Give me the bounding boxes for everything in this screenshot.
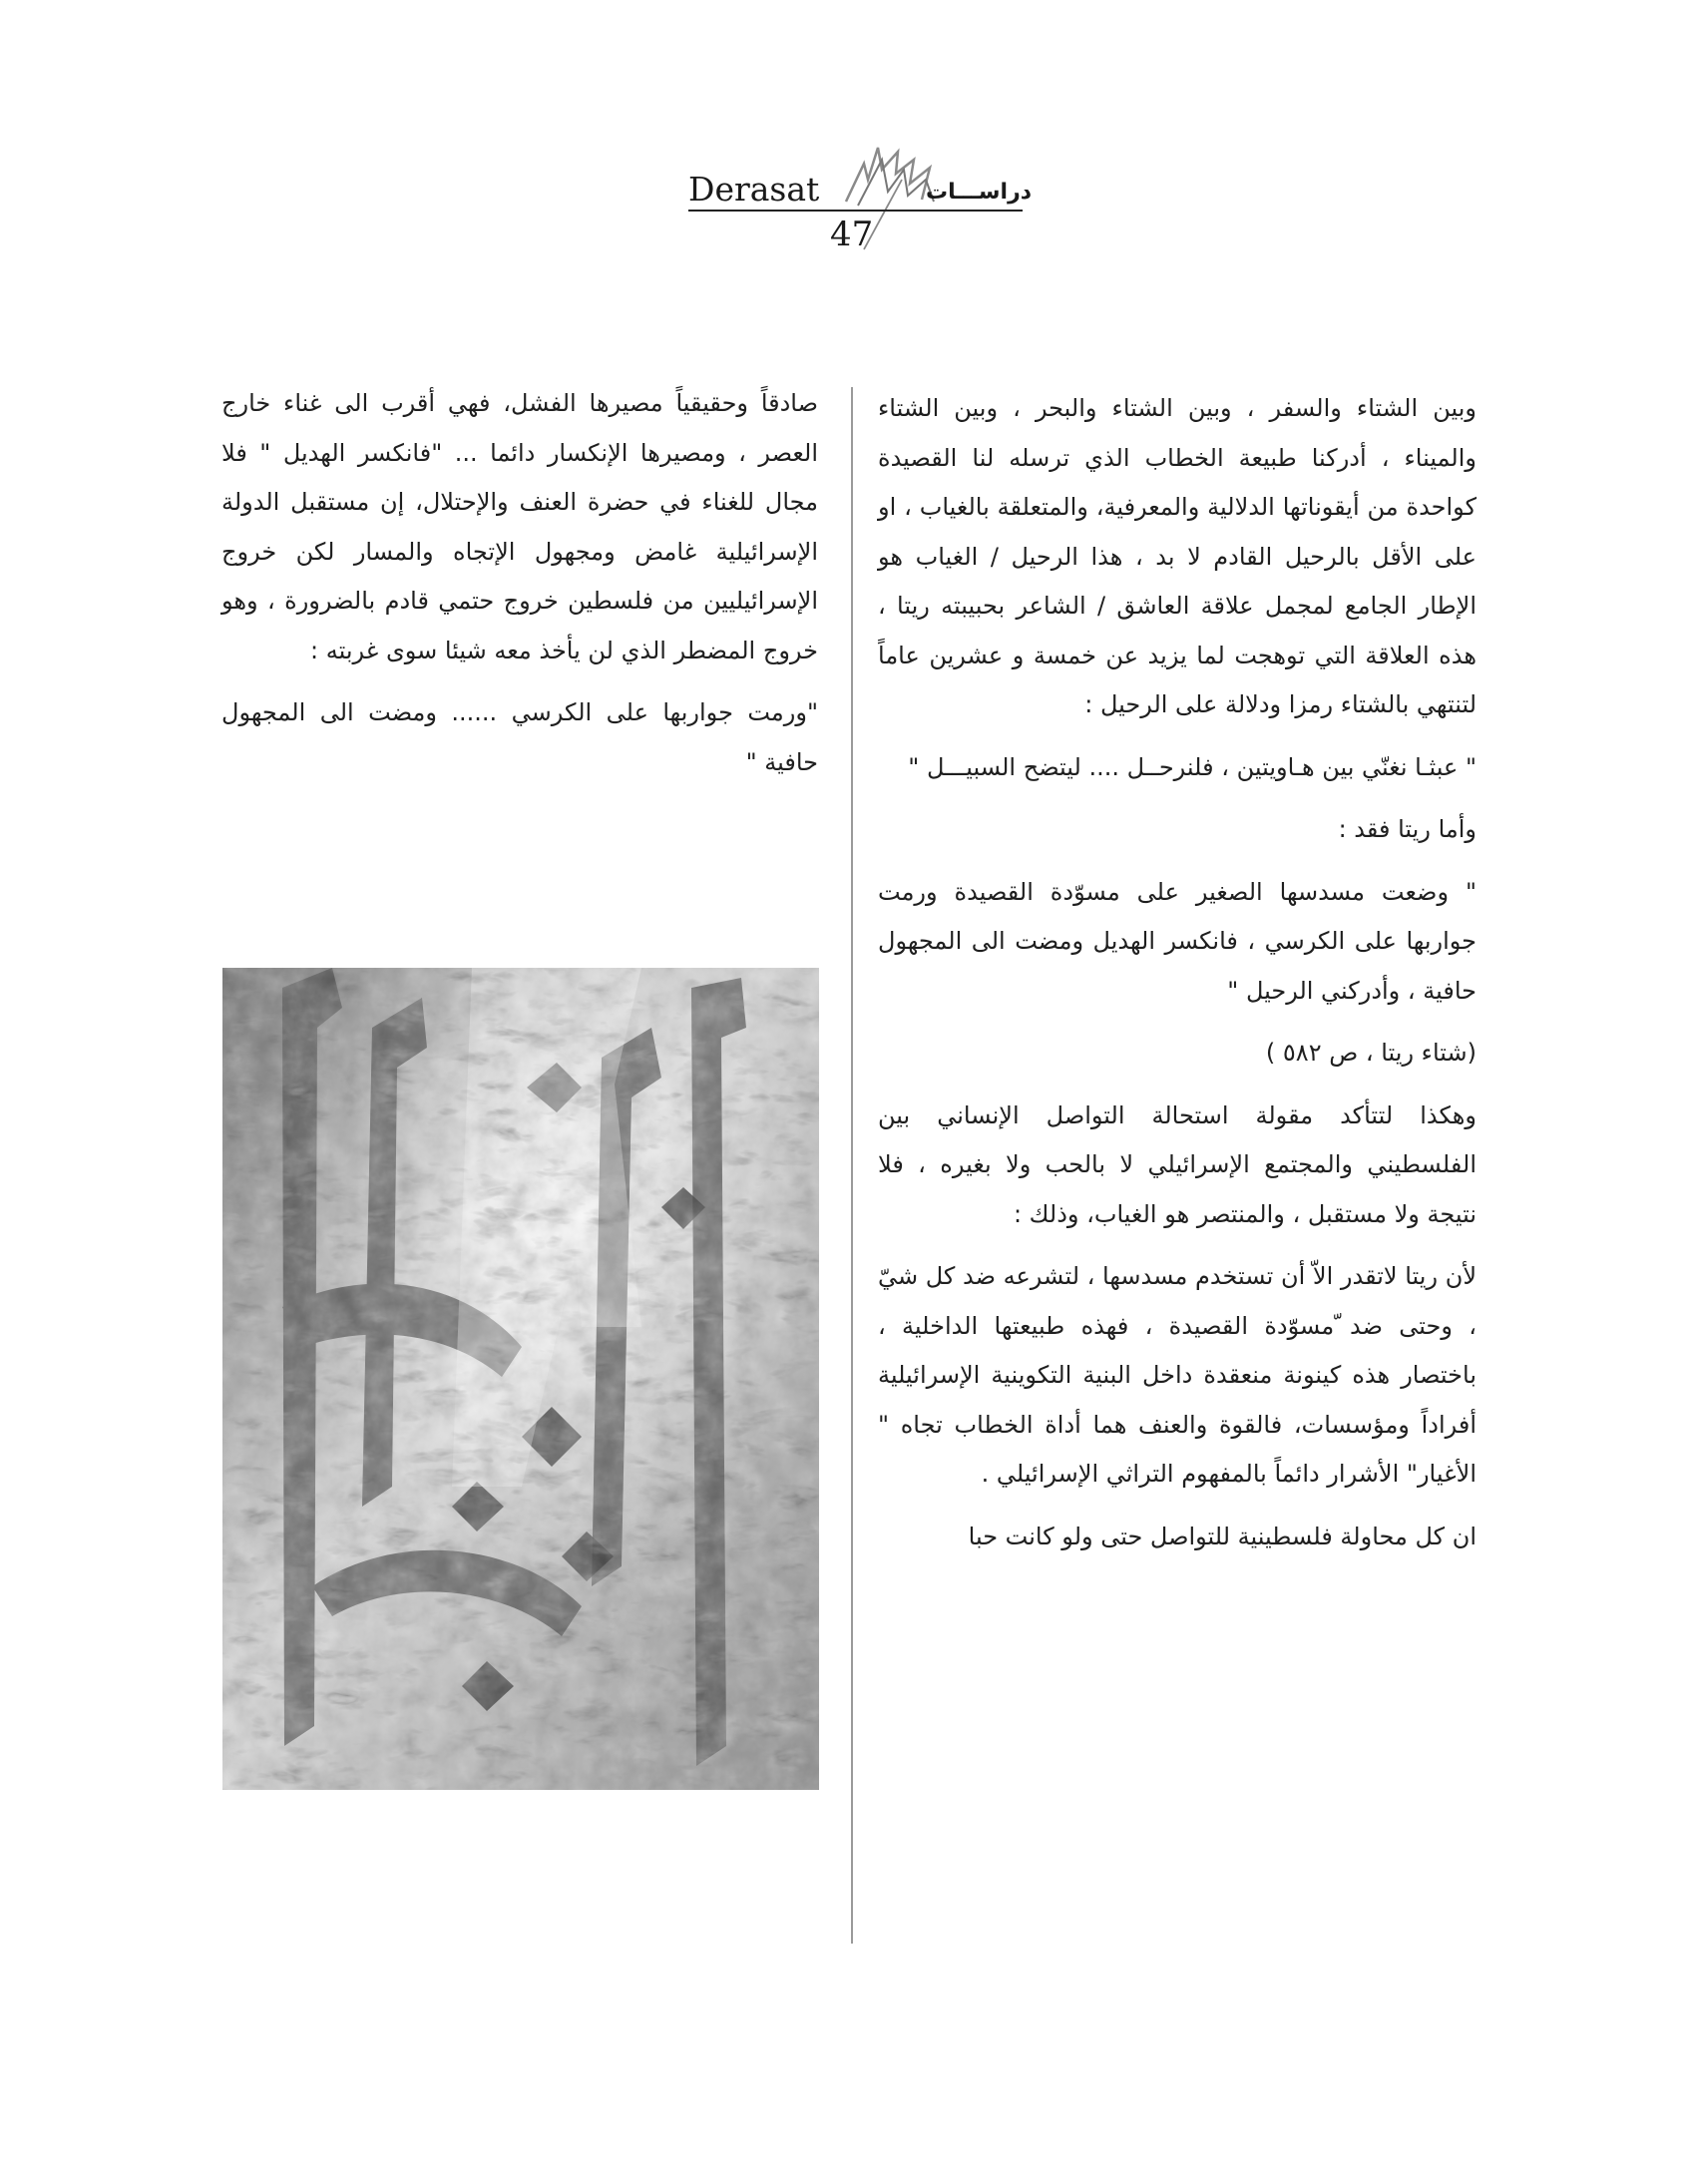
paragraph: صادقاً وحقيقياً مصيرها الفشل، فهي أقرب الى غناء خارج العصر ، ومصيرها الإنكسار دائما ... "فانكسر الهديل " فلا مجال للغناء في حضرة العنف والإحتلال، إن مستقبل الدولة الإسرائيلية غامض ومجهول الإتجاه والمسار لكن خروج الإسرائيليين من فلسطين خروج حتمي قادم بالضرورة ، وهو خروج المضطر الذي لن يأخذ معه شيئا سوى غربته : xyxy=(221,389,818,664)
artwork-image xyxy=(222,968,819,1790)
right-column xyxy=(878,384,1476,1561)
calligraphy-artwork xyxy=(222,968,819,1790)
paragraph: ان كل محاولة فلسطينية للتواصل حتى ولو كانت حبا xyxy=(968,1522,1476,1550)
page-number: 47 xyxy=(830,215,874,254)
quote: " وضعت مسدسها الصغير على مسوّدة القصيدة ورمت جواربها على الكرسي ، فانكسر الهديل ومضت الى المجهول حافية ، وأدركني الرحيل " xyxy=(878,877,1476,1005)
paragraph: وبين الشتاء والسفر ، وبين الشتاء والبحر ، وبين الشتاء والميناء ، أدركنا طبيعة الخطاب الذي ترسله لنا القصيدة كواحدة من أيقوناتها الدلالية والمعرفية، والمتعلقة بالغياب ، او على الأقل بالرحيل القادم لا بد ، هذا الرحيل / الغياب هو الإطار الجامع لمجمل علاقة العاشق / الشاعر بحبيبته ريتا ، هذه العلاقة التي توهجت لما يزيد عن خمسة و عشرين عاماً لتنتهي بالشتاء رمزا ودلالة على الرحيل : xyxy=(878,394,1476,718)
column-divider xyxy=(851,387,853,1944)
quote: " عبثـا نغنّي بين هـاويتين ، فلنرحــل .... ليتضح السبيـــل " xyxy=(908,752,1476,781)
paragraph: وهكذا لتتأكد مقولة استحالة التواصل الإنساني بين الفلسطيني والمجتمع الإسرائيلي لا بالحب ولا بغيره ، فلا نتيجة ولا مستقبل ، والمنتصر هو الغياب، وذلك : xyxy=(878,1100,1476,1228)
left-column xyxy=(221,379,818,787)
journal-title-latin: Derasat xyxy=(688,170,820,209)
header-rule xyxy=(688,210,1023,212)
paragraph: لأن ريتا لاتقدر الاّ أن تستخدم مسدسها ، لتشرعه ضد كل شيّ ، وحتى ضد ّمسوّدة القصيدة ، فهذه طبيعتها الداخلية ، باختصار هذه كينونة منعقدة داخل البنية التكوينية الإسرائيلية أفراداً ومؤسسات، فالقوة والعنف هما أداة الخطاب تجاه " الأغيار" الأشرار دائماً بالمفهوم التراثي الإسرائيلي . xyxy=(878,1262,1476,1488)
citation: (شتاء ريتا ، ص ٥٨٢ ) xyxy=(1265,1039,1476,1067)
paragraph: وأما ريتا فقد : xyxy=(1338,815,1476,843)
quote: "ورمت جواربها على الكرسي ...... ومضت الى المجهول حافية " xyxy=(221,698,818,776)
journal-title-arabic: دراســـات xyxy=(926,180,1033,205)
